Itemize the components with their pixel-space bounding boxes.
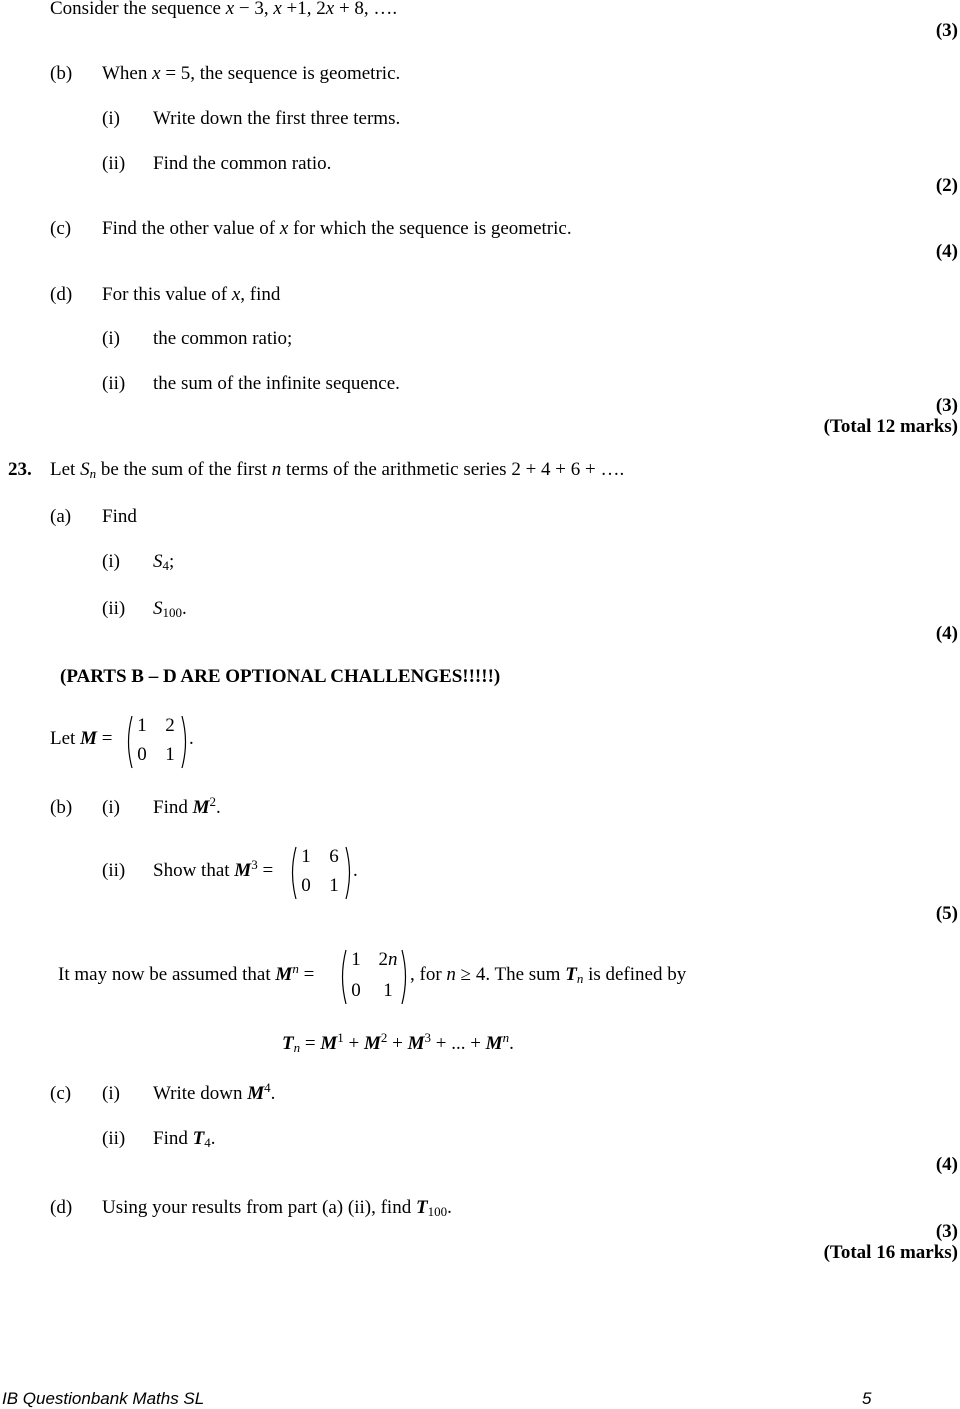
q22-mark-b: (2) [935, 175, 958, 196]
assume-text-b: , for n ≥ 4. The sum $T_n$ is defined by [410, 964, 687, 986]
matrix-m-cell: 2 [165, 715, 175, 736]
q22-d-ii-text: the sum of the infinite sequence. [153, 373, 400, 394]
optional-note: (PARTS B – D ARE OPTIONAL CHALLENGES!!!!!) [60, 666, 501, 687]
assume-text-a: It may now be assumed that $M^n$ = [58, 961, 315, 985]
q23-c-ii-label: (ii) [102, 1128, 126, 1149]
q23-c-ii-text: Find $T_4$. [153, 1128, 216, 1150]
footer-source: IB Questionbank Maths SL [2, 1389, 205, 1408]
matrix-mn-cell: 1 [351, 949, 361, 970]
q22-mark-c: (4) [935, 241, 958, 262]
tn-formula: $T_n = M^1 + M^2 + M^3$ + ... + $M^n$. [282, 1030, 514, 1055]
q22-b-ii-text: Find the common ratio. [153, 153, 332, 174]
matrix-mn [338, 948, 410, 1006]
let-m-text: Let M = [50, 728, 113, 749]
q23-a-i-label: (i) [102, 551, 120, 572]
let-m-period: . [189, 728, 194, 749]
q23-total: (Total 16 marks) [823, 1242, 958, 1263]
q23-stem: Let $S_n$ be the sum of the first n terms of the arithmetic series 2 + 4 + 6 + …. [50, 459, 625, 481]
q22-b-i-text: Write down the first three terms. [153, 108, 401, 129]
q23-d-label: (d) [50, 1197, 73, 1218]
q23-c-label: (c) [50, 1083, 72, 1104]
q22-d-label: (d) [50, 284, 73, 305]
q22-c-label: (c) [50, 218, 72, 239]
q22-d-i-text: the common ratio; [153, 328, 293, 349]
matrix-m-cell: 1 [165, 744, 175, 765]
q22-mark-d: (3) [935, 395, 958, 416]
q22-mark-a: (3) [935, 20, 958, 41]
q23-b-label: (b) [50, 797, 73, 818]
matrix-mn-cell: 0 [351, 980, 361, 1001]
q23-number: 23. [8, 459, 32, 480]
q22-total: (Total 12 marks) [823, 416, 958, 437]
q23-mark-d: (3) [935, 1221, 958, 1242]
q23-a-i-text: $S_4$; [153, 551, 175, 573]
q22-b-ii-label: (ii) [102, 153, 126, 174]
matrix-mn-cell: 2n [378, 949, 398, 970]
q23-b-ii-period: . [353, 860, 358, 881]
q23-b-ii-label: (ii) [102, 860, 126, 881]
q23-mark-b: (5) [935, 903, 958, 924]
q22-b-label: (b) [50, 63, 73, 84]
matrix-m3-cell: 0 [301, 875, 311, 896]
q22-d-text: For this value of x, find [102, 284, 281, 305]
q22-c-text: Find the other value of x for which the sequence is geometric. [102, 218, 572, 239]
q23-b-ii-text: Show that $M^3$ = [153, 857, 274, 881]
q23-c-i-label: (i) [102, 1083, 120, 1104]
q23-a-ii-label: (ii) [102, 598, 126, 619]
q23-mark-c: (4) [935, 1154, 958, 1175]
q22-d-ii-label: (ii) [102, 373, 126, 394]
matrix-m3-cell: 1 [301, 846, 311, 867]
q23-a-text: Find [102, 506, 137, 527]
q23-a-label: (a) [50, 506, 72, 527]
q23-d-text: Using your results from part (a) (ii), find $T_{100}$. [102, 1197, 452, 1219]
matrix-m-cell: 1 [137, 715, 147, 736]
right-paren-icon [400, 948, 410, 1006]
q23-mark-a: (4) [935, 623, 958, 644]
q23-a-ii-text: $S_{100}$. [153, 598, 187, 620]
matrix-m-cell: 0 [137, 744, 147, 765]
q22-b-text: When x = 5, the sequence is geometric. [102, 63, 401, 84]
q22-stem: Consider the sequence x − 3, x +1, 2x + 8, …. [50, 0, 398, 19]
matrix-m3-cell: 1 [329, 875, 339, 896]
matrix-m3 [288, 845, 354, 901]
q23-b-i-label: (i) [102, 797, 120, 818]
q22-d-i-label: (i) [102, 328, 120, 349]
footer-page-number: 5 [862, 1389, 872, 1408]
q23-c-i-text: Write down $M^4$. [153, 1080, 276, 1104]
matrix-m [124, 714, 190, 770]
matrix-m3-cell: 6 [329, 846, 339, 867]
matrix-mn-cell: 1 [383, 980, 393, 1001]
q23-b-i-text: Find $M^2$. [153, 794, 221, 818]
q22-b-i-label: (i) [102, 108, 120, 129]
